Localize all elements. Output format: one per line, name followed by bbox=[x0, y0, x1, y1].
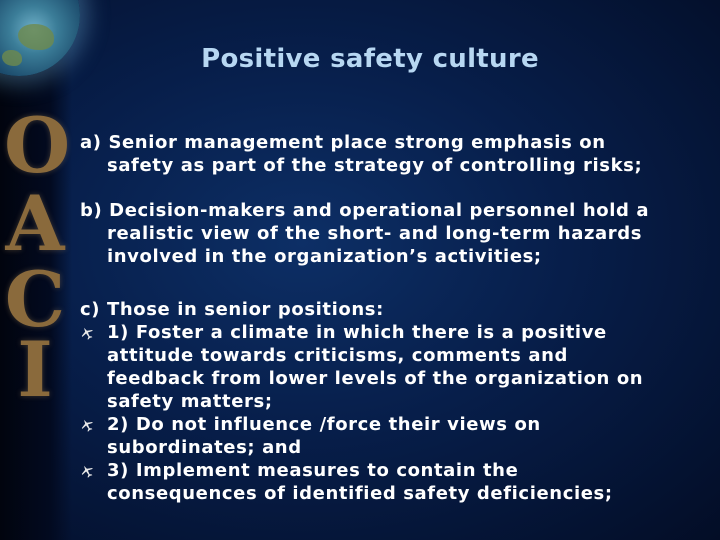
logo-letter-i: I bbox=[17, 325, 53, 414]
icao-sidebar bbox=[0, 0, 72, 540]
bullet-line: 3) Implement measures to contain the bbox=[107, 460, 519, 481]
logo-letter-a: A bbox=[5, 179, 65, 268]
bullet-item-1 bbox=[80, 321, 712, 344]
paragraph-b bbox=[80, 199, 712, 268]
bullet-line: subordinates; and bbox=[107, 437, 302, 458]
paragraph-c bbox=[80, 298, 712, 505]
bullet-item-3 bbox=[80, 459, 712, 482]
bullet-line: safety matters; bbox=[107, 391, 273, 412]
slide-title: Positive safety culture bbox=[201, 44, 539, 74]
airplane-icon bbox=[80, 464, 94, 478]
bullet-line: attitude towards criticisms, comments and bbox=[107, 345, 569, 366]
airplane-icon bbox=[80, 418, 94, 432]
logo-letter-o: O bbox=[4, 101, 71, 190]
paragraph-c-heading: c) Those in senior positions: bbox=[80, 299, 384, 320]
bullet-line: 2) Do not influence /force their views on bbox=[107, 414, 541, 435]
bullet-line: consequences of identified safety deficiencies; bbox=[107, 483, 613, 504]
paragraph-a bbox=[80, 131, 712, 177]
airplane-icon bbox=[80, 326, 94, 340]
paragraph-b-line: b) Decision-makers and operational personnel hold a bbox=[80, 200, 650, 221]
bullet-line: feedback from lower levels of the organization on bbox=[107, 368, 644, 389]
bullet-line: 1) Foster a climate in which there is a positive bbox=[107, 322, 607, 343]
paragraph-b-line: realistic view of the short- and long-term hazards bbox=[107, 223, 643, 244]
slide-body bbox=[80, 131, 712, 527]
bullet-item-2 bbox=[80, 413, 712, 436]
paragraph-a-line: safety as part of the strategy of controlling risks; bbox=[107, 155, 643, 176]
logo-letter-c: C bbox=[4, 255, 66, 344]
paragraph-a-line: a) Senior management place strong emphasis on bbox=[80, 132, 606, 153]
paragraph-b-line: involved in the organization’s activities; bbox=[107, 246, 542, 267]
globe-logo-icon bbox=[0, 0, 80, 76]
